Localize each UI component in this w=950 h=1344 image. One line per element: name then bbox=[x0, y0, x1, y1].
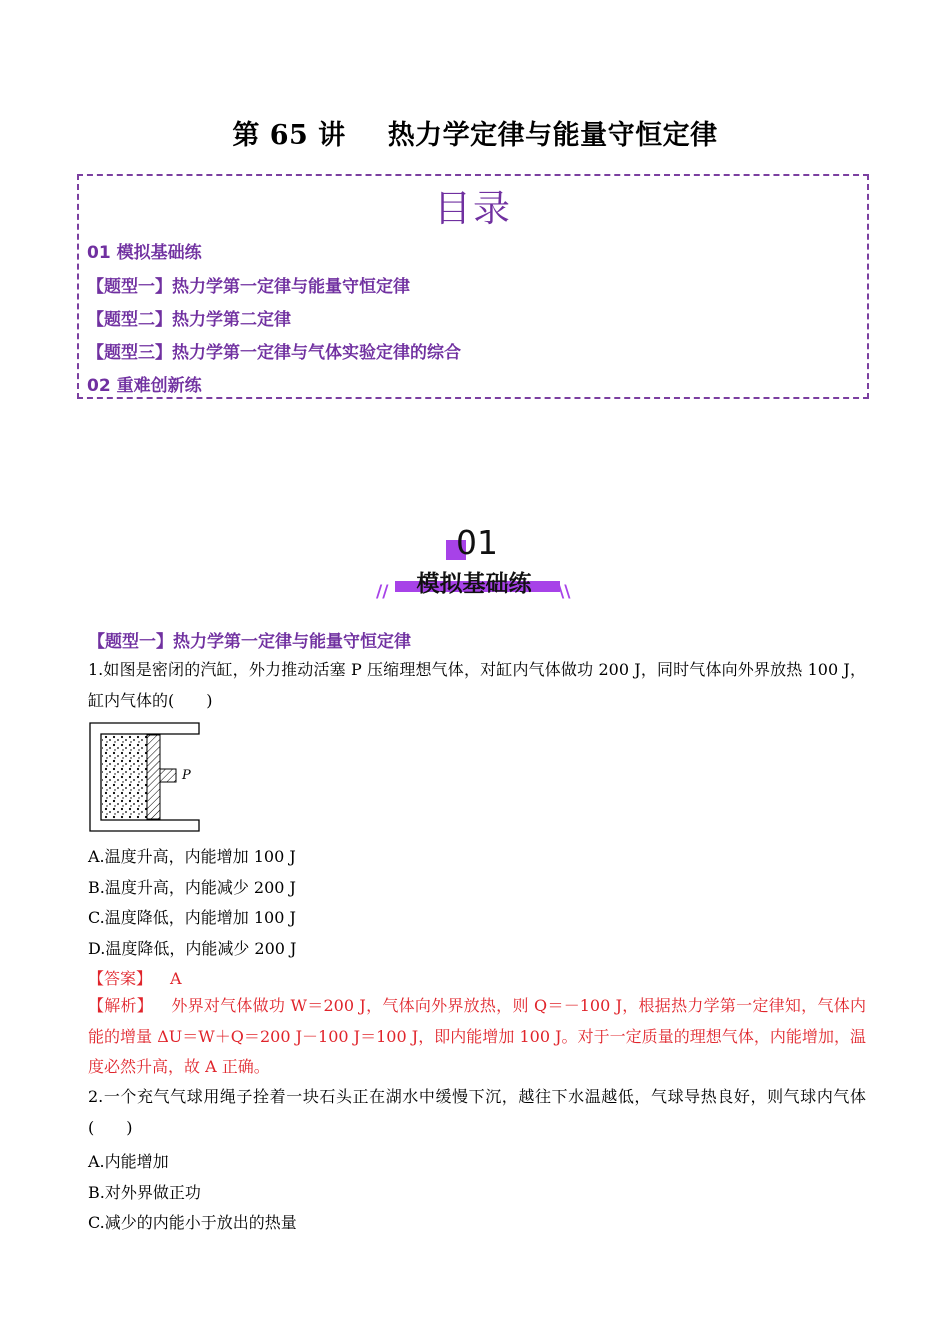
badge-deco-right: \\ bbox=[558, 582, 571, 602]
question-1-answer bbox=[88, 966, 182, 989]
cylinder-piston-figure bbox=[88, 719, 208, 835]
answer-label: 【答案】 bbox=[88, 969, 153, 988]
question-2-option-b: B.对外界做正功 bbox=[88, 1183, 201, 1202]
toc-heading: 目录 bbox=[434, 187, 512, 230]
question-2-option-a: A.内能增加 bbox=[88, 1152, 169, 1171]
toc-item-type-one[interactable]: 【题型一】热力学第一定律与能量守恒定律 bbox=[87, 277, 410, 297]
question-2-stem: 2.一个充气气球用绳子拴着一块石头正在湖水中缓慢下沉，越往下水温越低，气球导热良好，则气球内气体( ) bbox=[88, 1087, 866, 1137]
analysis-text: 外界对气体做功 W＝200 J，气体向外界放热，则 Q＝－100 J，根据热力学第一定律知，气体内能的增量 ΔU＝W＋Q＝200 J－100 J＝100 J，即内能增加 100 J。对于一定质量的理想气体，内能增加，温度必然升高，故 A 正确。 bbox=[88, 996, 866, 1076]
lecture-topic: 热力学定律与能量守恒定律 bbox=[387, 120, 718, 151]
page-title bbox=[0, 113, 950, 152]
question-1-stem: 1.如图是密闭的汽缸，外力推动活塞 P 压缩理想气体，对缸内气体做功 200 J，同时气体向外界放热 100 J，缸内气体的( ) bbox=[88, 660, 866, 710]
toc-item-basic-practice[interactable]: 01 模拟基础练 bbox=[87, 243, 202, 263]
badge-number: 01 bbox=[456, 523, 498, 562]
question-1-option-a: A.温度升高，内能增加 100 J bbox=[88, 847, 296, 866]
question-1-analysis bbox=[88, 991, 866, 1083]
badge-label: 模拟基础练 bbox=[416, 571, 532, 597]
section-badge bbox=[372, 522, 582, 606]
piston-label: P bbox=[182, 768, 191, 783]
lecture-number: 第 65 讲 bbox=[232, 120, 346, 151]
analysis-label: 【解析】 bbox=[88, 996, 154, 1015]
toc-item-type-two[interactable]: 【题型二】热力学第二定律 bbox=[87, 310, 291, 330]
section-heading: 【题型一】热力学第一定律与能量守恒定律 bbox=[88, 632, 411, 652]
toc-item-type-three[interactable]: 【题型三】热力学第一定律与气体实验定律的综合 bbox=[87, 343, 461, 363]
question-2-option-c: C.减少的内能小于放出的热量 bbox=[88, 1213, 297, 1232]
answer-value: A bbox=[170, 969, 182, 988]
question-1-option-b: B.温度升高，内能减少 200 J bbox=[88, 878, 296, 897]
toc-item-advanced-practice[interactable]: 02 重难创新练 bbox=[87, 376, 202, 396]
question-1-option-d: D.温度降低，内能减少 200 J bbox=[88, 939, 297, 958]
table-of-contents bbox=[77, 174, 869, 399]
badge-deco-left: // bbox=[376, 582, 389, 602]
question-1-option-c: C.温度降低，内能增加 100 J bbox=[88, 908, 296, 927]
